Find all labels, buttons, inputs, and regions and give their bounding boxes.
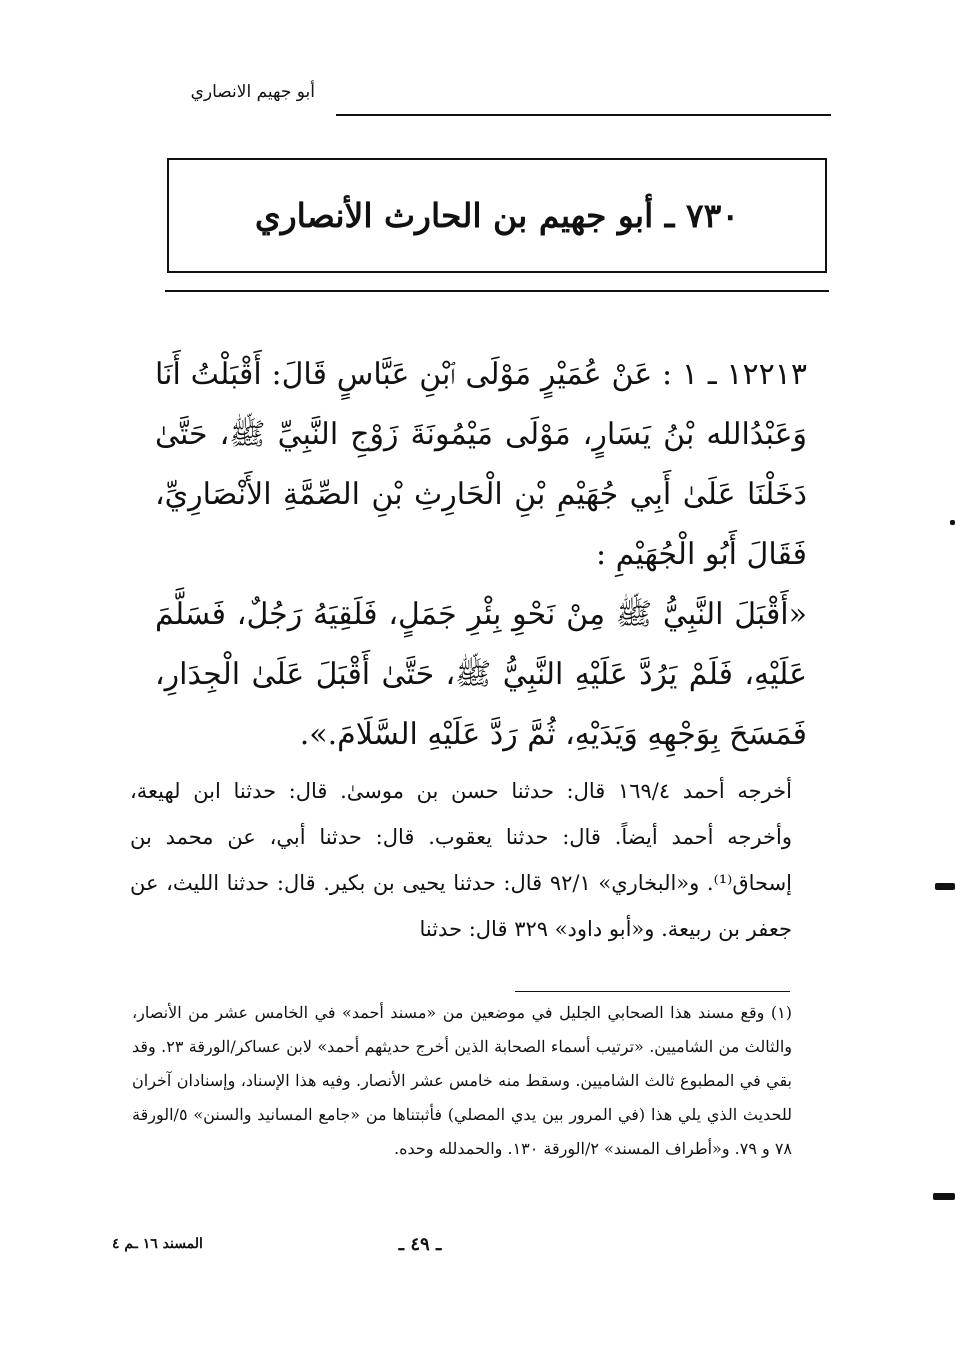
scan-mark xyxy=(950,520,955,525)
chapter-title-box xyxy=(167,158,827,273)
hadith-isnad: ١٢٢١٣ ـ ١ : عَنْ عُمَيْرٍ مَوْلَى ٱبْنِ عَبَّاسٍ قَالَ: أَقْبَلْتُ أَنَا وَعَبْدُالله بْنُ يَسَارٍ، مَوْلَى مَيْمُونَةَ زَوْجِ النَّبِيِّ ﷺ، حَتَّىٰ دَخَلْنَا عَلَىٰ أَبِي جُهَيْمِ بْنِ الْحَارِثِ بْنِ الصِّمَّةِ الأَنْصَارِيِّ، فَقَالَ أَبُو الْجُهَيْمِ : xyxy=(155,357,807,572)
chapter-title: ٧٣٠ ـ أبو جهيم بن الحارث الأنصاري xyxy=(254,196,740,235)
page-number: ـ ٤٩ ـ xyxy=(398,1234,442,1255)
hadith-matn: «أَقْبَلَ النَّبِيُّ ﷺ مِنْ نَحْوِ بِئْرِ جَمَلٍ، فَلَقِيَهُ رَجُلٌ، فَسَلَّمَ عَلَيْهِ، فَلَمْ يَرُدَّ عَلَيْهِ النَّبِيُّ ﷺ، حَتَّىٰ أَقْبَلَ عَلَىٰ الْجِدَارِ، فَمَسَحَ بِوَجْهِهِ وَيَدَيْهِ، ثُمَّ رَدَّ عَلَيْهِ السَّلَامَ.». xyxy=(155,597,807,752)
running-head-text: أبو جهيم الانصاري xyxy=(190,82,315,102)
running-head xyxy=(176,82,831,122)
scan-mark xyxy=(933,1193,955,1200)
takhrij-paragraph: أخرجه أحمد ١٦٩/٤ قال: حدثنا حسن بن موسىٰ. قال: حدثنا ابن لهيعة، وأخرجه أحمد أيضاً. قال: حدثنا يعقوب. قال: حدثنا أبي، عن محمد بن إسحاق⁽¹⁾. و«البخاري» ٩٢/١ قال: حدثنا يحيى بن بكير. قال: حدثنا الليث، عن جعفر بن ربيعة. و«أبو داود» ٣٢٩ قال: حدثنا xyxy=(130,779,793,941)
scan-mark xyxy=(935,883,955,890)
title-underline-rule xyxy=(165,290,829,292)
footnote-separator xyxy=(515,991,790,992)
running-head-rule xyxy=(336,114,831,116)
hadith-text xyxy=(155,345,807,765)
footnote-text: (١) وقع مسند هذا الصحابي الجليل في موضعين من «مسند أحمد» في الخامس عشر من الأنصار، والثالث من الشاميين. «ترتيب أسماء الصحابة الذين أخرج حديثهم أحمد» لابن عساكر/الورقة ٢٣. وقد بقي في المطبوع ثالث الشاميين. وسقط منه خامس عشر الأنصار. وفيه هذا الإسناد، وإسنادان آخران للحديث الذي يلي هذا (في المرور بين يدي المصلي) فأثبتناها من «جامع المسانيد والسنن» ٥/الورقة ٧٨ و ٧٩. و«أطراف المسند» ٢/الورقة ١٣٠. والحمدلله وحده. xyxy=(132,1003,792,1158)
printer-signature: المسند ١٦ ـم ٤ xyxy=(112,1236,203,1252)
